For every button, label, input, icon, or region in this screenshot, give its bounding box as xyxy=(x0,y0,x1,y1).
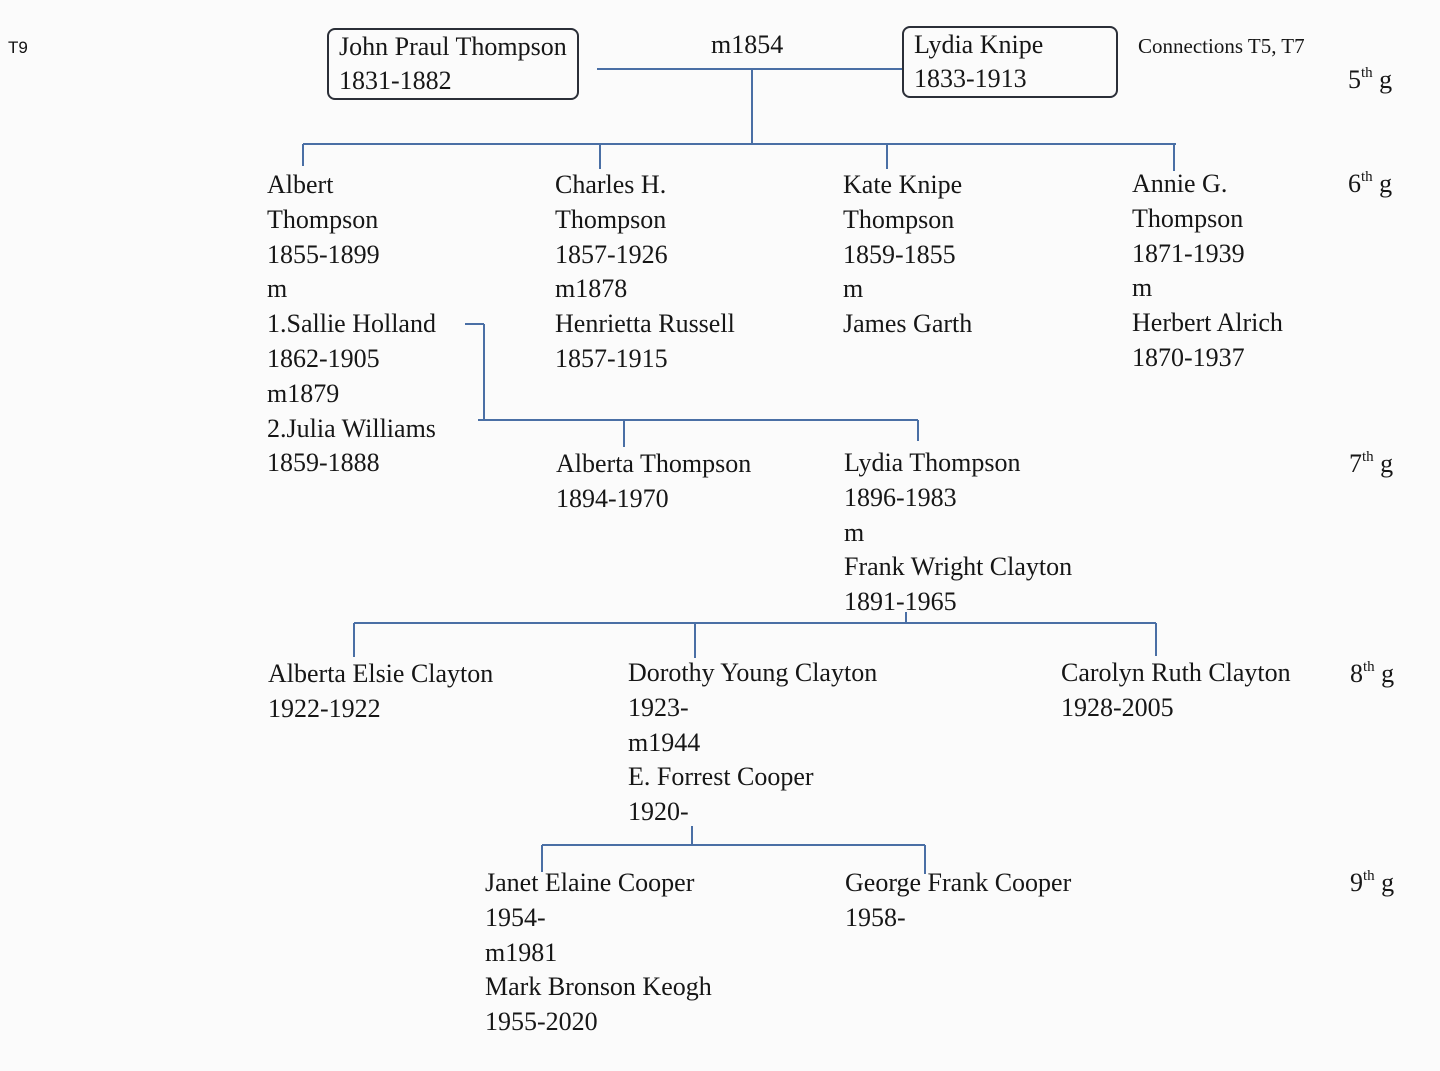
chart-id-label: T9 xyxy=(8,38,28,57)
person-name: John Praul Thompson xyxy=(339,32,567,61)
person-albert-thompson: Albert Thompson 1855-1899 m 1.Sallie Holland 1862-1905 m1879 2.Julia Williams 1859-1888 xyxy=(267,170,436,478)
person-dates: 1831-1882 xyxy=(339,66,452,95)
connections-note: Connections T5, T7 xyxy=(1138,34,1305,58)
person-lydia-knipe xyxy=(902,26,1118,98)
person-george-frank-cooper: George Frank Cooper 1958- xyxy=(845,868,1072,932)
person-name: Lydia Knipe xyxy=(914,30,1044,59)
generation-label-7: 7th g xyxy=(1349,449,1394,478)
person-dorothy-young-clayton: Dorothy Young Clayton 1923- m1944 E. Forrest Cooper 1920- xyxy=(628,658,878,827)
person-alberta-thompson: Alberta Thompson 1894-1970 xyxy=(556,449,752,513)
person-kate-knipe-thompson: Kate Knipe Thompson 1859-1855 m James Garth xyxy=(843,170,973,339)
generation-label-6: 6th g xyxy=(1348,169,1393,198)
generation-label-9: 9th g xyxy=(1350,868,1395,897)
person-alberta-elsie-clayton: Alberta Elsie Clayton 1922-1922 xyxy=(268,659,494,723)
person-dates: 1833-1913 xyxy=(914,64,1027,93)
person-annie-g-thompson: Annie G. Thompson 1871-1939 m Herbert Alrich 1870-1937 xyxy=(1132,169,1283,372)
generation-label-8: 8th g xyxy=(1350,659,1395,688)
person-charles-h-thompson: Charles H. Thompson 1857-1926 m1878 Henrietta Russell 1857-1915 xyxy=(555,170,735,373)
person-janet-elaine-cooper: Janet Elaine Cooper 1954- m1981 Mark Bronson Keogh 1955-2020 xyxy=(485,868,712,1037)
person-carolyn-ruth-clayton: Carolyn Ruth Clayton 1928-2005 xyxy=(1061,658,1291,722)
person-john-praul-thompson xyxy=(327,28,579,100)
marriage-date: m1854 xyxy=(711,30,784,59)
person-lydia-thompson: Lydia Thompson 1896-1983 m Frank Wright Clayton 1891-1965 xyxy=(844,448,1073,617)
generation-label-5: 5th g xyxy=(1348,65,1393,94)
